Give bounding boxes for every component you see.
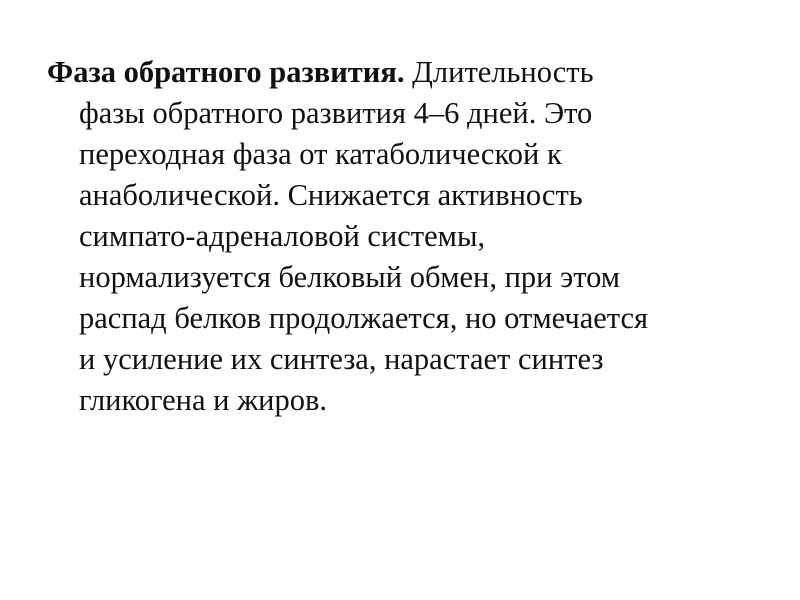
text-line-1 xyxy=(47,52,767,93)
text-line-4: анаболической. Снижается активность xyxy=(79,178,583,212)
text-line-2: фазы обратного развития 4–6 дней. Это xyxy=(79,96,593,130)
section-heading: Фаза обратного развития. xyxy=(47,55,405,89)
text-line-5: симпато-адреналовой системы, xyxy=(79,219,486,253)
text-line-9: гликогена и жиров. xyxy=(79,383,328,417)
text-line-6: нормализуется белковый обмен, при этом xyxy=(79,260,621,294)
slide-body-text xyxy=(47,52,767,421)
text-line-3: переходная фаза от катаболической к xyxy=(79,137,562,171)
text-line-8: и усиление их синтеза, нарастает синтез xyxy=(79,342,604,376)
text-line-1-rest: Длительность xyxy=(404,55,594,89)
text-line-7: распад белков продолжается, но отмечается xyxy=(79,301,649,335)
